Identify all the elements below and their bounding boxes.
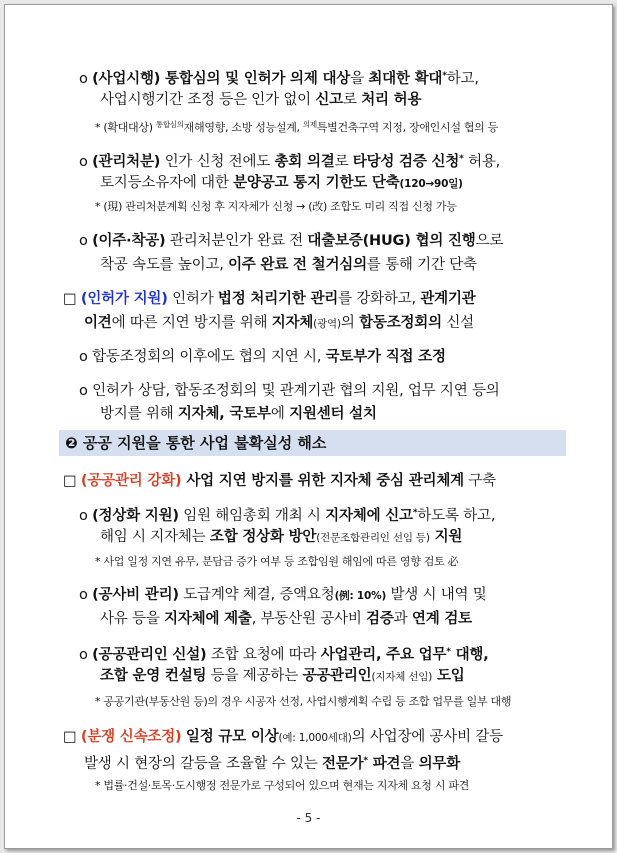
bullet-item-construction-cost: ο (공사비 관리) 도급계약 체결, 증액요청(例: 10%) 발생 시 내역 및 — [79, 587, 487, 603]
bullet-item-line2: 착공 속도를 높이고, 이주 완료 전 철거심의를 통해 기간 단축 — [100, 257, 477, 273]
bullet-item-ministry-coordination: ο 합동조정회의 이후에도 협의 지연 시, 국토부가 직접 조정 — [79, 349, 446, 365]
bullet-item-relocation-construction: ο (이주·착공) 관리처분인가 완료 전 대출보증(HUG) 협의 진행으로 — [79, 233, 504, 249]
bullet-item-line2: 해임 시 지자체는 조합 정상화 방안(전문조합관리인 선임 등) 지원 — [100, 529, 463, 545]
page-number: - 5 - — [296, 811, 321, 825]
box-item-public-management: □ (공공관리 강화) 사업 지연 방지를 위한 지자체 중심 관리체계 구축 — [63, 473, 496, 489]
bullet-item-line2: 사유 등을 지자체에 제출, 부동산원 공사비 검증과 연계 검토 — [100, 611, 472, 627]
bullet-item-public-manager: ο (공공관리인 신설) 조합 요청에 따라 사업관리, 주요 업무* 대행, — [79, 647, 489, 663]
bullet-item-line2: 토지등소유자에 대한 분양공고 통지 기한도 단축(120→90일) — [100, 175, 463, 191]
box-item-dispute-mediation: □ (분쟁 신속조정) 일정 규모 이상(예: 1,000세대)의 사업장에 공사비 갈등 — [63, 729, 503, 745]
bullet-item-project-execution: ο (사업시행) 통합심의 및 인허가 의제 대상을 최대한 확대*하고, — [79, 71, 479, 87]
footnote-expansion-targets: * (확대대상) $^{통합심의}$재해영향, 소방 성능설계, $^{의제}$특별건축구역 지정, 장애인시설 협의 등 — [95, 120, 499, 134]
footnote-dismissal-impact: * 사업 일정 지연 유무, 분담금 증가 여부 등 조합임원 해임에 따른 영향 검토 必 — [95, 555, 459, 568]
box-item-line2: 발생 시 현장의 갈등을 조율할 수 있는 전문가* 파견을 의무화 — [84, 756, 461, 772]
bullet-item-line2: 사업시행기간 조정 등은 인가 없이 신고로 처리 허용 — [100, 92, 422, 108]
footnote-application: * (現) 관리처분계획 신청 후 지자체가 신청 → (改) 조합도 미리 직접 신청 가능 — [95, 200, 457, 213]
bullet-marker: ο — [79, 71, 88, 87]
bullet-item-support-center: ο 인허가 상담, 합동조정회의 및 관계기관 협의 지원, 업무 지연 등의 — [79, 383, 500, 399]
bullet-item-line2: 조합 운영 컨설팅 등을 제공하는 공공관리인(지자체 선임) 도입 — [100, 668, 465, 684]
bullet-item-line2: 방지를 위해 지자체, 국토부에 지원센터 설치 — [100, 406, 377, 422]
bullet-item-management-disposal: ο (관리처분) 인가 신청 전에도 총회 의결로 타당성 검증 신청* 허용, — [79, 154, 501, 170]
footnote-public-agency: * 공공기관(부동산원 등)의 경우 시공자 선정, 사업시행계획 수립 등 조합 업무를 일부 대행 — [95, 695, 512, 708]
box-item-line2: 이견에 따른 지연 방지를 위해 지자체(광역)의 합동조정회의 신설 — [84, 315, 474, 331]
bullet-item-normalization-support: ο (정상화 지원) 임원 해임총회 개최 시 지자체에 신고*하도록 하고, — [79, 508, 496, 524]
section-heading: ❷ 공공 지원을 통한 사업 불확실성 해소 — [65, 434, 327, 452]
document-page — [4, 4, 613, 849]
box-item-permit-support: □ (인허가 지원) 인허가 법정 처리기한 관리를 강화하고, 관계기관 — [63, 291, 476, 307]
footnote-experts: * 법률·건설·토목·도시행정 전문가로 구성되어 있으며 현재는 지자체 요청 시 파견 — [95, 779, 469, 792]
item-label: (사업시행) — [92, 71, 161, 87]
